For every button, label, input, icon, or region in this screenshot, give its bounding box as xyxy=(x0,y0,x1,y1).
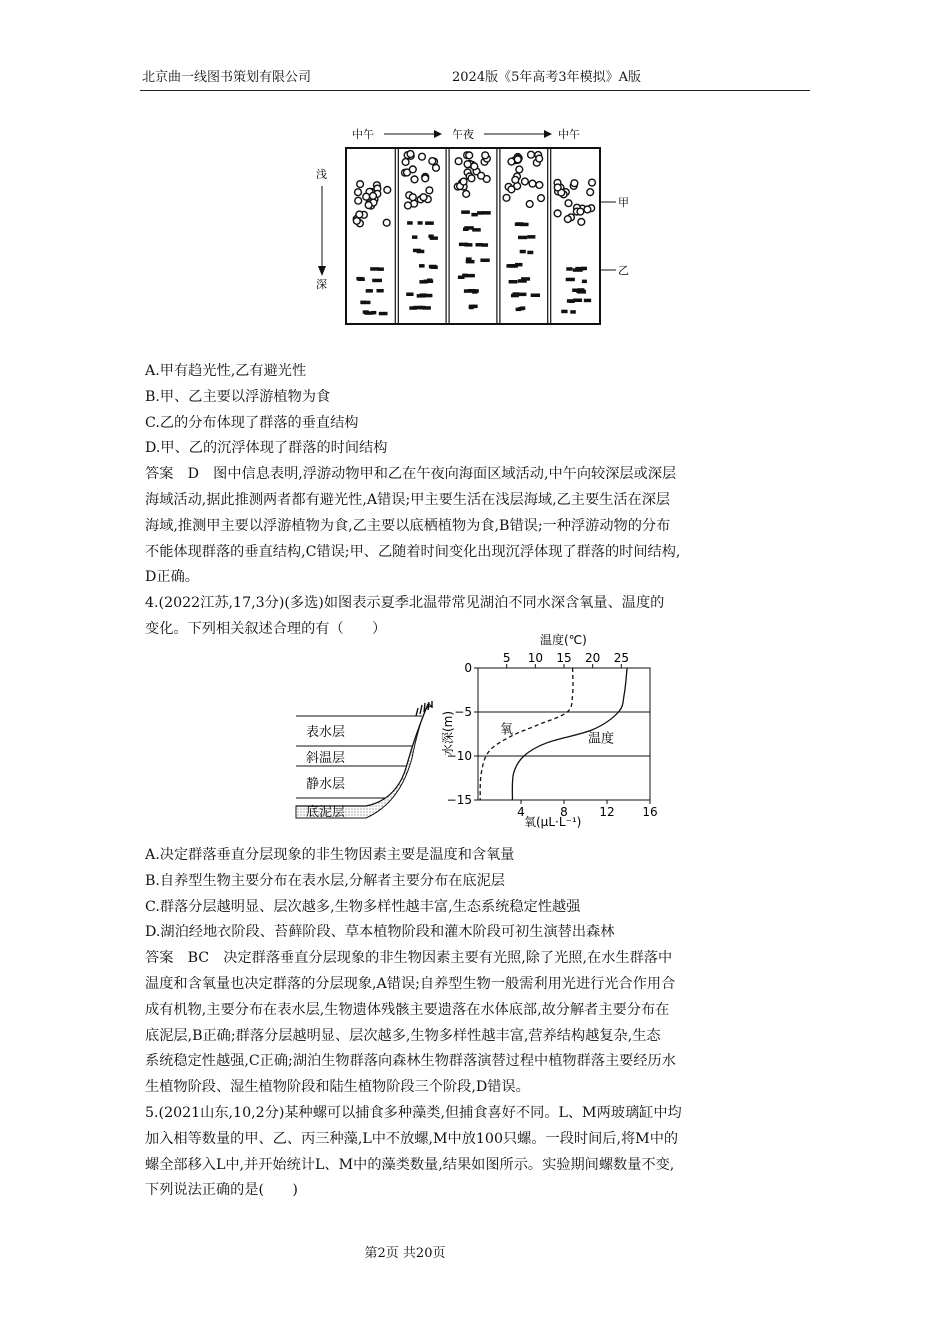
y-tick-label: −15 xyxy=(446,793,472,807)
plankton-yi xyxy=(412,235,417,239)
plankton-yi xyxy=(377,289,384,293)
q5-stem-line: 加入相等数量的甲、乙、丙三种藻,L中不放螺,M中放100只螺。一段时间后,将M中的 xyxy=(145,1130,679,1147)
plankton-jia xyxy=(478,172,485,179)
depth-label-shallow: 浅 xyxy=(316,168,327,181)
plankton-jia xyxy=(471,163,478,170)
plankton-jia xyxy=(460,178,467,185)
plankton-jia xyxy=(503,194,510,201)
plankton-yi xyxy=(417,294,426,298)
plankton-yi xyxy=(575,267,584,271)
plankton-yi xyxy=(570,310,576,314)
plankton-jia xyxy=(466,152,473,159)
plankton-yi xyxy=(472,228,481,232)
plankton-jia xyxy=(468,175,475,182)
plankton-jia xyxy=(407,151,414,158)
plankton-yi xyxy=(511,294,519,298)
plankton-yi xyxy=(516,222,523,226)
plankton-yi xyxy=(425,294,433,298)
plankton-jia xyxy=(565,200,572,207)
plankton-jia xyxy=(514,156,521,163)
plankton-yi xyxy=(425,221,434,225)
bottom-tick-label: 12 xyxy=(599,805,615,819)
plankton-yi xyxy=(476,243,484,247)
plankton-yi xyxy=(567,299,573,303)
plankton-jia xyxy=(365,202,372,209)
q4-answer-line: 底泥层,B正确;群落分层越明显、层次越多,生物多样性越丰富,营养结构越复杂,生态 xyxy=(145,1027,661,1044)
plankton-jia xyxy=(529,180,536,187)
plankton-jia xyxy=(355,189,362,196)
plankton-jia xyxy=(409,194,416,201)
depth-label-deep: 深 xyxy=(316,278,327,291)
plankton-yi xyxy=(417,250,425,254)
plankton-jia xyxy=(538,195,545,202)
q4-answer-line: 成有机物,主要分布在表水层,生物遗体残骸主要遗落在水体底部,故分解者主要分布在 xyxy=(145,1001,670,1018)
plankton-jia xyxy=(536,155,543,162)
time-label-midnight: 午夜 xyxy=(452,128,474,141)
plankton-yi xyxy=(561,310,567,314)
time-arrow-1-head xyxy=(434,130,442,138)
plankton-jia xyxy=(554,184,561,191)
plankton-jia xyxy=(526,201,533,208)
bottom-tick-label: 8 xyxy=(560,805,568,819)
plankton-yi xyxy=(518,279,527,283)
time-label-noon-2: 中午 xyxy=(558,128,580,141)
plankton-jia xyxy=(578,219,585,226)
plankton-jia xyxy=(589,179,596,186)
plankton-yi xyxy=(366,289,373,293)
plankton-yi xyxy=(527,235,535,239)
plankton-yi xyxy=(464,289,472,293)
plankton-yi xyxy=(461,210,470,214)
plankton-yi xyxy=(506,264,515,268)
plankton-jia xyxy=(355,197,362,204)
plankton-jia xyxy=(426,187,433,194)
label-yi: 乙 xyxy=(618,264,629,277)
plankton-yi xyxy=(520,250,526,254)
plankton-jia xyxy=(464,161,471,168)
plankton-yi xyxy=(527,251,533,255)
plankton-yi xyxy=(427,279,432,283)
q4-answer-line: 答案 BC 决定群落垂直分层现象的非生物因素主要有光照,除了光照,在水生群落中 xyxy=(145,950,673,967)
plankton-jia xyxy=(363,193,370,200)
diagram-panels xyxy=(353,148,595,324)
plankton-jia xyxy=(482,152,489,159)
plankton-jia xyxy=(554,210,561,217)
y-tick-label: −5 xyxy=(454,705,472,719)
page-header xyxy=(140,66,810,91)
plankton-yi xyxy=(577,290,586,294)
plankton-yi xyxy=(584,299,591,303)
layer-surface-water: 表水层 xyxy=(306,725,346,740)
plankton-jia xyxy=(357,181,364,188)
plankton-jia xyxy=(420,194,427,201)
plankton-yi xyxy=(379,312,388,316)
q5-stem-line: 螺全部移入L中,并开始统计L、M中的藻类数量,结果如图所示。实验期间螺数量不变, xyxy=(145,1156,675,1173)
plankton-jia xyxy=(522,178,529,185)
plankton-yi xyxy=(407,221,413,225)
q4-option-d: D.湖泊经地衣阶段、苔藓阶段、草本植物阶段和灌木阶段可初生演替出森林 xyxy=(145,924,615,941)
temperature-curve-label: 温度 xyxy=(588,731,615,747)
plankton-jia xyxy=(429,158,436,165)
plankton-jia xyxy=(516,166,523,173)
plankton-jia xyxy=(512,176,519,183)
layer-sediment: 底泥层 xyxy=(306,805,346,820)
plankton-jia xyxy=(383,219,390,226)
book-title: 2024版《5年高考3年模拟》A版 xyxy=(452,70,642,85)
plankton-jia xyxy=(528,151,535,158)
plankton-jia xyxy=(419,153,426,160)
time-label-noon-1: 中午 xyxy=(352,128,374,141)
plankton-migration-figure xyxy=(308,124,638,334)
plankton-yi xyxy=(418,221,423,225)
layer-hypolimnion: 静水层 xyxy=(306,777,346,792)
plankton-yi xyxy=(515,263,522,267)
q3-answer-line: 答案 D 图中信息表明,浮游动物甲和乙在午夜向海面区域活动,中午向较深层或深层 xyxy=(145,466,677,483)
q4-answer-line: 温度和含氧量也决定群落的分层现象,A错误;自养型生物一般需利用光进行光合作用合 xyxy=(145,975,676,992)
publisher-name: 北京曲一线图书策划有限公司 xyxy=(142,70,312,85)
lake-figure xyxy=(288,628,663,838)
plankton-jia xyxy=(571,180,578,187)
plankton-jia xyxy=(405,202,412,209)
plankton-jia xyxy=(370,193,377,200)
plankton-yi xyxy=(566,278,575,282)
depth-arrow-head xyxy=(318,266,326,276)
q4-stem-line: 4.(2022江苏,17,3分)(多选)如图表示夏季北温带常见湖泊不同水深含氧量、温度的 xyxy=(145,595,665,612)
q4-option-a: A.决定群落垂直分层现象的非生物因素主要是温度和含氧量 xyxy=(145,847,515,863)
plankton-jia xyxy=(587,189,594,196)
q5-stem-line: 5.(2021山东,10,2分)某种螺可以捕食多种藻类,但捕食喜好不同。L、M两玻璃缸中均 xyxy=(145,1104,682,1121)
q4-option-b: B.自养型生物主要分布在表水层,分解者主要分布在底泥层 xyxy=(145,872,505,889)
plankton-yi xyxy=(480,259,489,263)
y-axis-title: 水深(m) xyxy=(441,710,455,756)
plankton-yi xyxy=(419,280,427,284)
oxygen-curve xyxy=(480,668,573,800)
bottom-tick-label: 4 xyxy=(517,805,525,819)
plankton-yi xyxy=(406,293,413,297)
q3-option-a: A.甲有趋光性,乙有避光性 xyxy=(145,363,307,379)
plankton-jia xyxy=(422,175,429,182)
plankton-yi xyxy=(465,274,475,278)
q4-stem-line: 变化。下列相关叙述合理的有（ ） xyxy=(145,620,387,637)
plankton-yi xyxy=(566,267,572,271)
label-jia: 甲 xyxy=(618,196,629,209)
plankton-yi xyxy=(419,306,426,310)
time-arrow-2-head xyxy=(544,130,552,138)
y-tick-label: 0 xyxy=(464,661,472,675)
plankton-jia xyxy=(508,186,515,193)
plankton-jia xyxy=(536,182,543,189)
plankton-jia xyxy=(411,176,418,183)
plankton-yi xyxy=(361,301,370,305)
plankton-jia xyxy=(455,158,462,165)
plankton-yi xyxy=(471,213,477,217)
q4-answer-line: 系统稳定性越强,C正确;湖泊生物群落向森林生物群落演替过程中植物群落主要经历水 xyxy=(145,1053,676,1070)
q3-option-d: D.甲、乙的沉浮体现了群落的时间结构 xyxy=(145,440,388,457)
lake-chart xyxy=(447,651,658,819)
plankton-jia xyxy=(564,216,571,223)
plankton-yi xyxy=(356,277,363,281)
plankton-jia xyxy=(402,159,409,166)
plankton-yi xyxy=(520,306,525,310)
bottom-axis-title: 氧(μL·L⁻¹) xyxy=(524,815,582,829)
top-axis-title: 温度(℃) xyxy=(540,633,587,647)
plankton-yi xyxy=(428,235,433,239)
plankton-jia xyxy=(584,206,591,213)
top-tick-label: 5 xyxy=(502,651,511,665)
layer-thermocline: 斜温层 xyxy=(306,751,346,766)
top-tick-label: 20 xyxy=(585,651,601,665)
plankton-yi xyxy=(459,243,468,247)
question-3-block xyxy=(145,359,815,643)
plankton-yi xyxy=(370,267,379,271)
plankton-yi xyxy=(471,289,479,293)
plankton-yi xyxy=(472,305,477,309)
plankton-yi xyxy=(463,228,469,232)
plankton-yi xyxy=(509,280,518,284)
plankton-jia xyxy=(577,208,584,215)
plankton-yi xyxy=(531,294,540,298)
oxygen-curve-label: 氧 xyxy=(500,722,514,738)
top-tick-label: 15 xyxy=(556,651,572,665)
q4-answer-line: 生植物阶段、湿生植物阶段和陆生植物阶段三个阶段,D错误。 xyxy=(145,1079,530,1096)
plankton-yi xyxy=(582,280,587,284)
q3-option-b: B.甲、乙主要以浮游植物为食 xyxy=(145,388,331,405)
plankton-yi xyxy=(518,236,527,240)
plankton-jia xyxy=(353,218,360,225)
plankton-jia xyxy=(409,166,416,173)
page-footer: 第2页 共20页 xyxy=(364,1246,446,1261)
plankton-jia xyxy=(384,187,391,194)
plankton-jia xyxy=(463,191,470,198)
plankton-yi xyxy=(419,264,425,268)
y-tick-label: −10 xyxy=(446,749,472,763)
question-4-5-block xyxy=(145,843,815,1204)
q3-option-c: C.乙的分布体现了群落的垂直结构 xyxy=(145,414,359,431)
q3-answer-line: 海域活动,据此推测两者都有避光性,A错误;甲主要生活在浅层海域,乙主要生活在深层 xyxy=(145,491,671,508)
plankton-yi xyxy=(466,260,475,264)
q5-stem-line: 下列说法正确的是( ) xyxy=(145,1182,298,1199)
top-tick-label: 25 xyxy=(613,651,629,665)
q4-option-c: C.群落分层越明显、层次越多,生物多样性越丰富,生态系统稳定性越强 xyxy=(145,898,581,915)
q3-answer-line: D正确。 xyxy=(145,569,199,586)
plankton-yi xyxy=(477,211,482,215)
q3-answer-line: 不能体现群落的垂直结构,C错误;甲、乙随着时间变化出现沉浮体现了群落的时间结构, xyxy=(145,543,681,560)
bottom-tick-label: 16 xyxy=(642,805,658,819)
q3-answer-line: 海域,推测甲主要以浮游植物为食,乙主要以底栖植物为食,B错误;一种浮游动物的分布 xyxy=(145,517,671,534)
top-tick-label: 10 xyxy=(527,651,543,665)
plankton-yi xyxy=(372,279,382,283)
plankton-yi xyxy=(431,266,438,270)
plankton-yi xyxy=(365,311,374,315)
